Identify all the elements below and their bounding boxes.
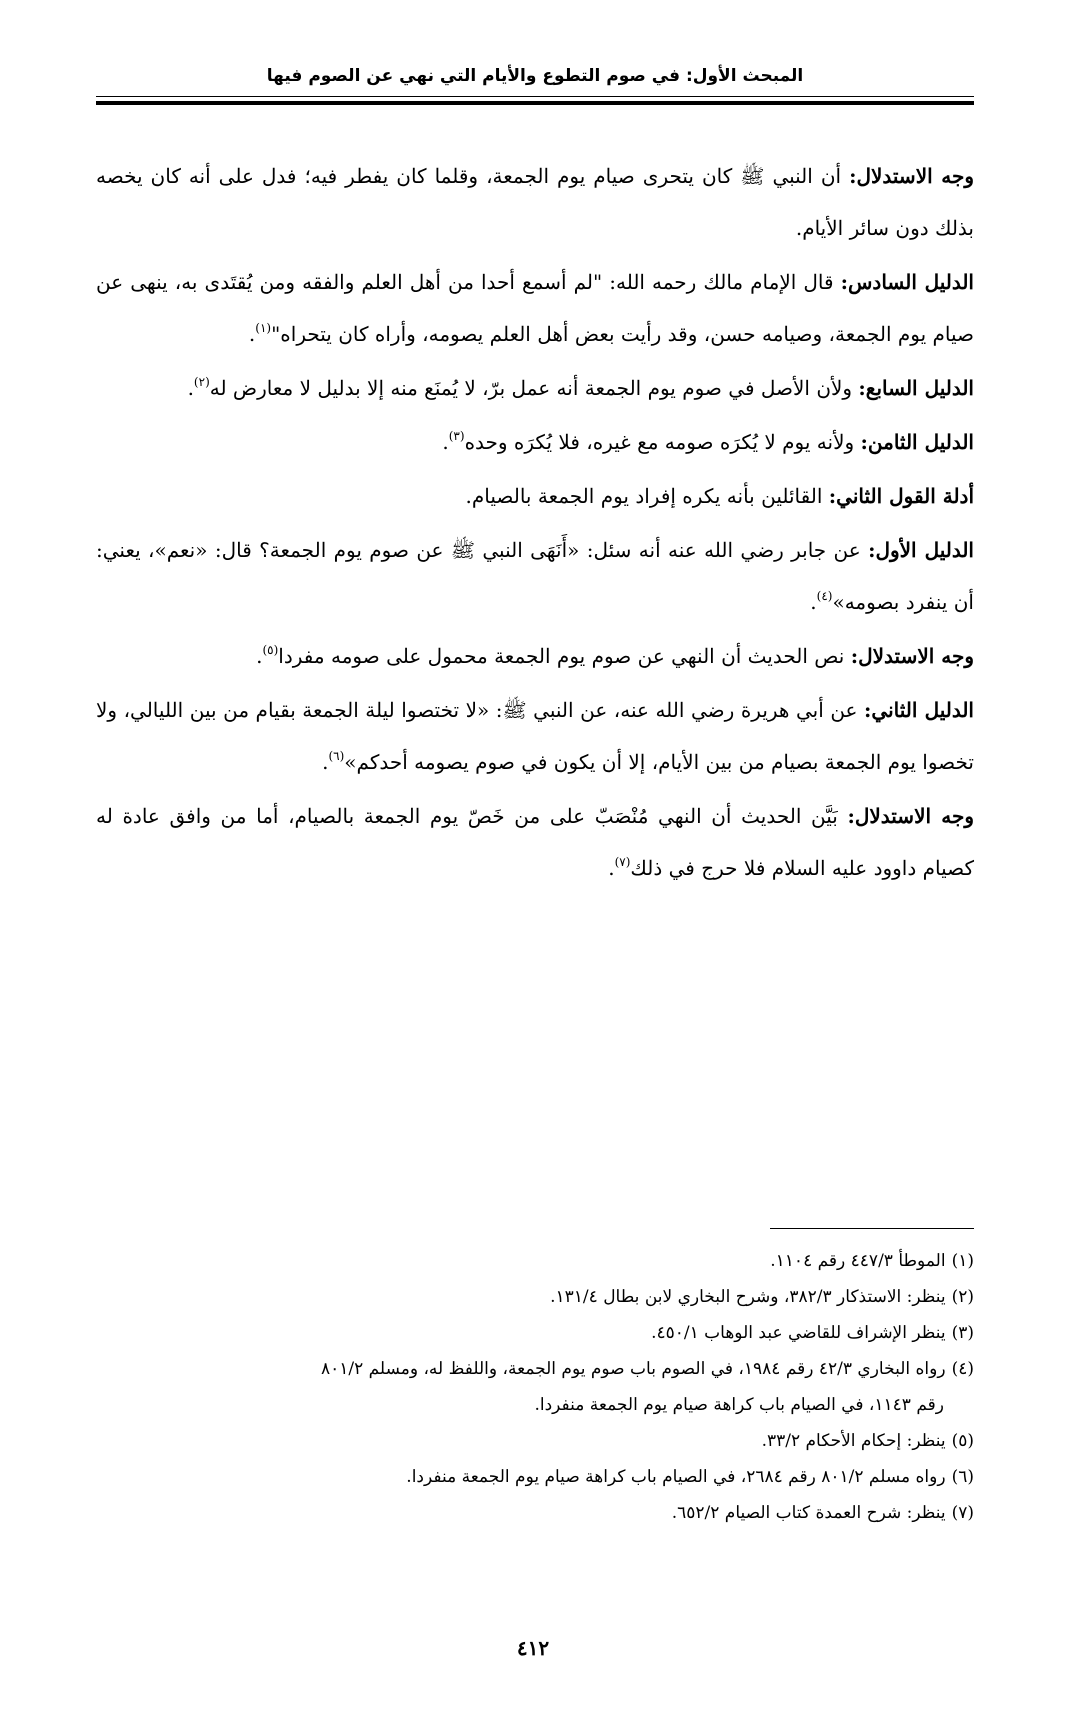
paragraph-lead: وجه الاستدلال: bbox=[849, 164, 974, 188]
paragraph-lead: الدليل الثامن: bbox=[860, 430, 974, 454]
paragraph-text: نص الحديث أن النهي عن صوم يوم الجمعة محمول على صومه مفردا bbox=[278, 644, 851, 668]
paragraph-text: القائلين بأنه يكره إفراد يوم الجمعة بالصيام. bbox=[465, 484, 829, 508]
footnote bbox=[96, 1495, 974, 1531]
footnote-text: رواه البخاري ٤٢/٣ رقم ١٩٨٤، في الصوم باب صوم يوم الجمعة، واللفظ له، ومسلم ٨٠١/٢ bbox=[320, 1359, 946, 1379]
footnote-ref[interactable]: (٦) bbox=[328, 749, 345, 763]
footnote bbox=[96, 1243, 974, 1279]
paragraph-tail: . bbox=[810, 590, 817, 614]
paragraph bbox=[96, 362, 974, 414]
header-rule-thin bbox=[96, 96, 974, 97]
paragraph bbox=[96, 416, 974, 468]
footnote-number: (١) bbox=[951, 1251, 974, 1271]
paragraph bbox=[96, 524, 974, 628]
footnote bbox=[96, 1279, 974, 1315]
paragraph bbox=[96, 470, 974, 522]
footnote-number: (٧) bbox=[951, 1503, 974, 1523]
footnote-continuation: رقم ١١٤٣، في الصيام باب كراهة صيام يوم الجمعة منفردا. bbox=[534, 1395, 944, 1415]
paragraph-lead: الدليل السادس: bbox=[840, 270, 974, 294]
paragraph-tail: . bbox=[442, 430, 449, 454]
footnote-text: ينظر: شرح العمدة كتاب الصيام ٦٥٢/٢. bbox=[671, 1503, 946, 1523]
footnote-number: (٢) bbox=[951, 1287, 974, 1307]
paragraph-lead: الدليل الأول: bbox=[868, 538, 974, 562]
paragraph-lead: أدلة القول الثاني: bbox=[828, 484, 974, 508]
footnote-number: (٦) bbox=[951, 1467, 974, 1487]
paragraph bbox=[96, 790, 974, 894]
paragraph-lead: الدليل السابع: bbox=[858, 376, 974, 400]
paragraph-tail: . bbox=[322, 750, 329, 774]
body-text bbox=[96, 150, 974, 894]
footnote-text: رواه مسلم ٨٠١/٢ رقم ٢٦٨٤، في الصيام باب كراهة صيام يوم الجمعة منفردا. bbox=[406, 1467, 946, 1487]
paragraph-text: عن أبي هريرة رضي الله عنه، عن النبي ﷺ: «لا تختصوا ليلة الجمعة بقيام من بين الليالي، ولا تخصوا يوم الجمعة بصيام من بين الأيام، إلا أن يكون في صوم يصومه أحدكم» bbox=[96, 698, 974, 774]
paragraph bbox=[96, 150, 974, 254]
paragraph bbox=[96, 256, 974, 360]
paragraph-lead: وجه الاستدلال: bbox=[847, 804, 974, 828]
paragraph-tail: . bbox=[187, 376, 194, 400]
footnote-text: ينظر: الاستذكار ٣٨٢/٣، وشرح البخاري لابن بطال ١٣١/٤. bbox=[550, 1287, 946, 1307]
page-number: ٤١٢ bbox=[516, 1636, 550, 1660]
paragraph-lead: الدليل الثاني: bbox=[864, 698, 974, 722]
paragraph-text: ولأن الأصل في صوم يوم الجمعة أنه عمل برّ، لا يُمنَع منه إلا بدليل لا معارض له bbox=[209, 376, 859, 400]
footnote bbox=[96, 1423, 974, 1459]
footnote-text: ينظر الإشراف للقاضي عبد الوهاب ٤٥٠/١. bbox=[651, 1323, 946, 1343]
paragraph bbox=[96, 630, 974, 682]
footnote-ref[interactable]: (١) bbox=[255, 321, 272, 335]
paragraph-tail: . bbox=[256, 644, 263, 668]
footnote-number: (٤) bbox=[951, 1359, 974, 1379]
footnotes bbox=[96, 1243, 974, 1531]
footnote-text: ينظر: إحكام الأحكام ٣٣/٢. bbox=[761, 1431, 946, 1451]
footnote-ref[interactable]: (٧) bbox=[614, 855, 631, 869]
paragraph-tail: . bbox=[608, 856, 615, 880]
footnote-ref[interactable]: (٣) bbox=[448, 429, 465, 443]
footnote bbox=[96, 1351, 974, 1423]
footnote-number: (٥) bbox=[951, 1431, 974, 1451]
footnote-ref[interactable]: (٢) bbox=[193, 375, 210, 389]
header-rule-thick bbox=[96, 101, 974, 105]
paragraph-text: قال الإمام مالك رحمه الله: "لم أسمع أحدا من أهل العلم والفقه ومن يُقتَدى به، ينهى عن صيام يوم الجمعة، وصيامه حسن، وقد رأيت بعض أهل العلم يصومه، وأراه كان يتحراه" bbox=[96, 270, 974, 346]
footnote bbox=[96, 1459, 974, 1495]
paragraph-text: بَيَّن الحديث أن النهي مُنْصَبّ على من خَصّ يوم الجمعة بالصيام، أما من وافق عادة له كصيام داوود عليه السلام فلا حرج في ذلك bbox=[96, 804, 974, 880]
paragraph bbox=[96, 684, 974, 788]
footnote-ref[interactable]: (٥) bbox=[262, 643, 279, 657]
paragraph-lead: وجه الاستدلال: bbox=[850, 644, 974, 668]
footnote bbox=[96, 1315, 974, 1351]
paragraph-tail: . bbox=[248, 322, 256, 346]
header-title: المبحث الأول: في صوم التطوع والأيام التي نهي عن الصوم فيها bbox=[266, 66, 804, 86]
paragraph-text: أن النبي ﷺ كان يتحرى صيام يوم الجمعة، وقلما كان يفطر فيه؛ فدل على أنه كان يخصه بذلك دون سائر الأيام. bbox=[96, 164, 974, 240]
running-header bbox=[96, 64, 974, 88]
paragraph-text: عن جابر رضي الله عنه أنه سئل: «أَنَهَى النبي ﷺ عن صوم يوم الجمعة؟ قال: «نعم»، يعني: أن ينفرد بصومه» bbox=[96, 538, 974, 614]
footnote-ref[interactable]: (٤) bbox=[816, 589, 833, 603]
footnote-separator bbox=[770, 1228, 974, 1229]
footnote-text: الموطأ ٤٤٧/٣ رقم ١١٠٤. bbox=[770, 1251, 946, 1271]
paragraph-text: ولأنه يوم لا يُكرَه صومه مع غيره، فلا يُكرَه وحده bbox=[464, 430, 861, 454]
footnote-number: (٣) bbox=[951, 1323, 974, 1343]
